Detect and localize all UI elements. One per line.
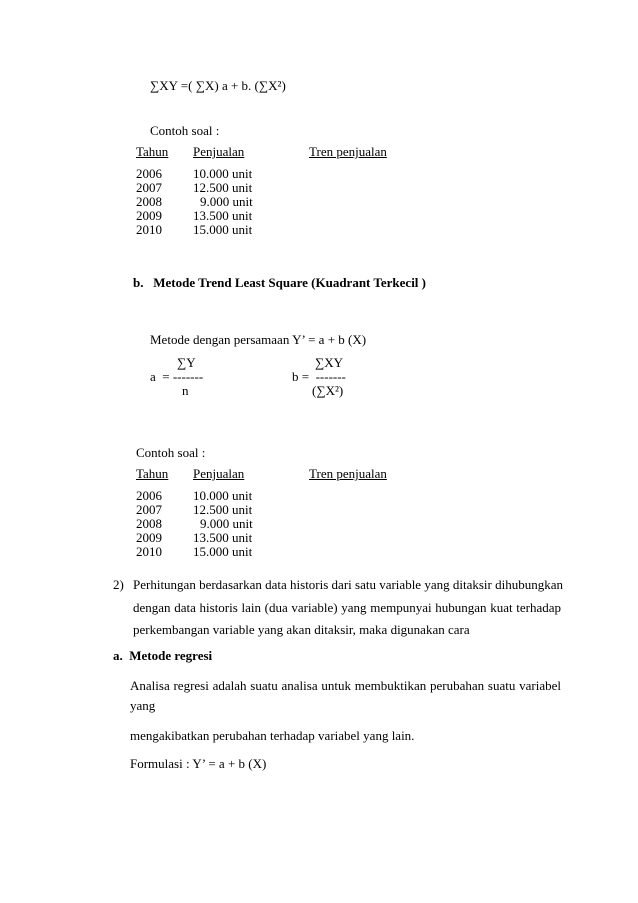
header-penjualan: Penjualan	[193, 144, 245, 159]
example-label: Contoh soal :	[150, 123, 220, 138]
year-cell: 2007	[136, 502, 162, 517]
sales-cell: 12.500 unit	[193, 502, 253, 517]
a-denominator: n	[182, 383, 189, 398]
regression-formula: Formulasi : Y’ = a + b (X)	[130, 756, 267, 771]
header-tahun: Tahun	[136, 466, 169, 481]
b-equation: b = -------	[292, 369, 346, 384]
sales-cell: 9.000 unit	[200, 194, 253, 209]
method-equation: Metode dengan persamaan Y’ = a + b (X)	[150, 332, 367, 347]
sales-cell: 13.500 unit	[193, 530, 253, 545]
year-cell: 2006	[136, 166, 162, 181]
example-label: Contoh soal :	[136, 445, 206, 460]
sales-cell: 10.000 unit	[193, 166, 253, 181]
sales-cell: 15.000 unit	[193, 222, 253, 237]
item2-line: Perhitungan berdasarkan data historis dari satu variable yang ditaksir dihubungkan	[133, 577, 563, 592]
year-cell: 2010	[136, 222, 162, 237]
regression-paragraph: Analisa regresi adalah suatu analisa untuk membuktikan perubahan suatu variabel	[130, 678, 561, 693]
header-penjualan: Penjualan	[193, 466, 245, 481]
a-numerator: ∑Y	[177, 355, 196, 370]
item2-line: dengan data historis lain (dua variable) yang mempunyai hubungan kuat terhadap	[133, 600, 561, 615]
regression-paragraph-cont: yang	[130, 698, 156, 713]
section-b-heading: b. Metode Trend Least Square (Kuadrant Terkecil )	[133, 275, 426, 290]
section-a-heading: a. Metode regresi	[113, 648, 213, 663]
item2-line: perkembangan variable yang akan ditaksir, maka digunakan cara	[133, 622, 470, 637]
year-cell: 2008	[136, 516, 162, 531]
sales-cell: 13.500 unit	[193, 208, 253, 223]
regression-paragraph-2: mengakibatkan perubahan terhadap variabel yang lain.	[130, 728, 415, 743]
header-tren-penjualan: Tren penjualan	[309, 144, 387, 159]
year-cell: 2009	[136, 530, 162, 545]
b-denominator: (∑X²)	[312, 383, 344, 398]
sales-cell: 15.000 unit	[193, 544, 253, 559]
year-cell: 2010	[136, 544, 162, 559]
a-equation: a = -------	[150, 369, 204, 384]
year-cell: 2009	[136, 208, 162, 223]
sales-cell: 9.000 unit	[200, 516, 253, 531]
b-numerator: ∑XY	[315, 355, 344, 370]
item-number: 2)	[113, 577, 124, 592]
header-tren-penjualan: Tren penjualan	[309, 466, 387, 481]
year-cell: 2007	[136, 180, 162, 195]
formula-sum-xy: ∑XY =( ∑X) a + b. (∑X²)	[150, 78, 286, 93]
year-cell: 2008	[136, 194, 162, 209]
header-tahun: Tahun	[136, 144, 169, 159]
sales-cell: 10.000 unit	[193, 488, 253, 503]
year-cell: 2006	[136, 488, 162, 503]
sales-cell: 12.500 unit	[193, 180, 253, 195]
